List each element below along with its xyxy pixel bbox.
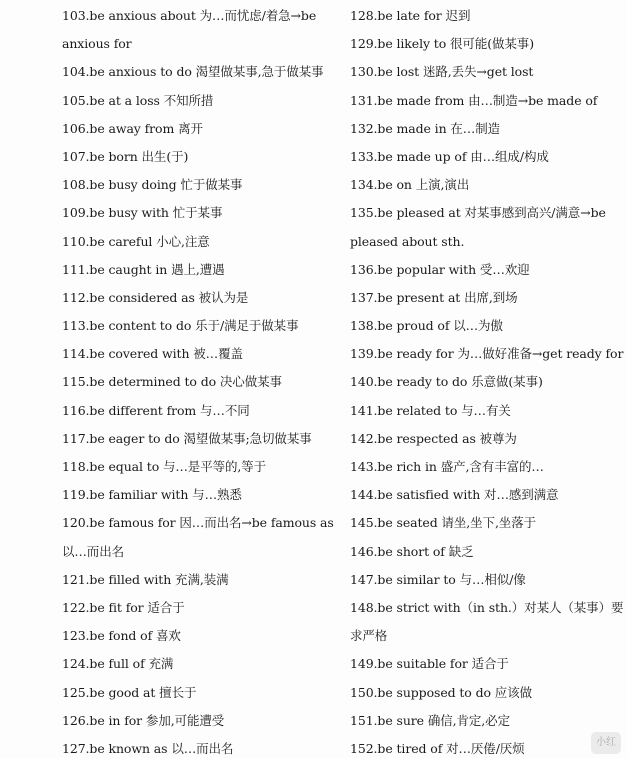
phrase-entry-line: 求严格 bbox=[350, 628, 388, 644]
phrase-entry-line: 115.be determined to do 决心做某事 bbox=[62, 374, 282, 390]
phrase-entry-line: anxious for bbox=[62, 36, 132, 52]
watermark-logo: 小红 bbox=[591, 732, 621, 754]
phrase-entry-line: 149.be suitable for 适合于 bbox=[350, 656, 509, 672]
phrase-entry-line: 103.be anxious about 为…而忧虑/着急→be bbox=[62, 8, 317, 23]
phrase-entry-line: 112.be considered as 被认为是 bbox=[62, 289, 249, 305]
phrase-entry-line: 105.be at a loss 不知所措 bbox=[62, 92, 214, 108]
phrase-entry-line: 110.be careful 小心,注意 bbox=[62, 233, 210, 249]
phrase-entry-line: 118.be equal to 与…是平等的,等于 bbox=[62, 459, 267, 474]
phrase-entry-line: 123.be fond of 喜欢 bbox=[62, 628, 181, 644]
phrase-entry-line: 120.be famous for 因…而出名→be famous as bbox=[62, 515, 334, 531]
phrase-entry-line: 121.be filled with 充满,装满 bbox=[62, 571, 229, 587]
phrase-entry-line: 141.be related to 与…有关 bbox=[350, 402, 511, 418]
phrase-entry-line: 125.be good at 擅长于 bbox=[62, 684, 197, 700]
phrase-entry-line: 107.be born 出生(于) bbox=[62, 148, 189, 164]
phrase-entry-line: 151.be sure 确信,肯定,必定 bbox=[350, 712, 510, 728]
phrase-entry-line: 137.be present at 出席,到场 bbox=[350, 289, 518, 305]
phrase-entry-line: 108.be busy doing 忙于做某事 bbox=[62, 177, 243, 193]
phrase-entry-line: 134.be on 上演,演出 bbox=[350, 177, 470, 193]
phrase-entry-line: 128.be late for 迟到 bbox=[350, 8, 471, 23]
phrase-entry-line: 140.be ready to do 乐意做(某事) bbox=[350, 374, 543, 390]
phrase-entry-line: 132.be made in 在…制造 bbox=[350, 120, 501, 136]
phrase-entry-line: 130.be lost 迷路,丢失→get lost bbox=[350, 64, 534, 80]
phrase-entry-line: 111.be caught in 遇上,遭遇 bbox=[62, 261, 225, 277]
phrase-entry-line: 109.be busy with 忙于某事 bbox=[62, 205, 223, 221]
phrase-entry-line: 129.be likely to 很可能(做某事) bbox=[350, 36, 534, 52]
phrase-entry-line: 106.be away from 离开 bbox=[62, 120, 203, 136]
phrase-entry-line: 139.be ready for 为…做好准备→get ready for bbox=[350, 346, 624, 362]
phrase-entry-line: 144.be satisfied with 对…感到满意 bbox=[350, 487, 559, 503]
phrase-entry-line: 131.be made from 由…制造→be made of bbox=[350, 92, 598, 108]
phrase-entry-line: 143.be rich in 盛产,含有丰富的… bbox=[350, 459, 544, 474]
phrase-entry-line: 133.be made up of 由…组成/构成 bbox=[350, 148, 549, 164]
phrase-entry-line: 114.be covered with 被…覆盖 bbox=[62, 346, 243, 362]
phrase-entry-line: 126.be in for 参加,可能遭受 bbox=[62, 712, 225, 728]
phrase-entry-line: 124.be full of 充满 bbox=[62, 656, 174, 672]
right-column bbox=[350, 2, 622, 763]
left-column bbox=[62, 2, 334, 763]
phrase-entry-line: 113.be content to do 乐于/满足于做某事 bbox=[62, 318, 299, 334]
phrase-entry-line: 以…而出名 bbox=[62, 543, 125, 559]
phrase-entry-line: 146.be short of 缺乏 bbox=[350, 543, 474, 559]
phrase-entry-line: 104.be anxious to do 渴望做某事,急于做某事 bbox=[62, 64, 324, 80]
phrase-entry-line: 116.be different from 与…不同 bbox=[62, 402, 250, 418]
phrase-entry-line: 119.be familiar with 与…熟悉 bbox=[62, 487, 242, 503]
phrase-entry-line: 135.be pleased at 对某事感到高兴/满意→be bbox=[350, 205, 606, 221]
phrase-entry-line: 142.be respected as 被尊为 bbox=[350, 430, 517, 446]
phrase-entry-line: 145.be seated 请坐,坐下,坐落于 bbox=[350, 515, 537, 531]
phrase-entry-line: pleased about sth. bbox=[350, 233, 465, 249]
phrase-entry-line: 152.be tired of 对…厌倦/厌烦 bbox=[350, 740, 525, 756]
phrase-entry-line: 147.be similar to 与…相似/像 bbox=[350, 571, 526, 587]
phrase-entry-line: 148.be strict with（in sth.）对某人（某事）要 bbox=[350, 599, 624, 615]
phrase-entry-line: 127.be known as 以…而出名 bbox=[62, 740, 234, 756]
phrase-entry-line: 138.be proud of 以…为傲 bbox=[350, 318, 503, 334]
phrase-entry-line: 117.be eager to do 渴望做某事;急切做某事 bbox=[62, 430, 312, 446]
phrase-entry-line: 122.be fit for 适合于 bbox=[62, 599, 185, 615]
phrase-entry-line: 136.be popular with 受…欢迎 bbox=[350, 261, 530, 277]
phrase-entry-line: 150.be supposed to do 应该做 bbox=[350, 684, 533, 700]
